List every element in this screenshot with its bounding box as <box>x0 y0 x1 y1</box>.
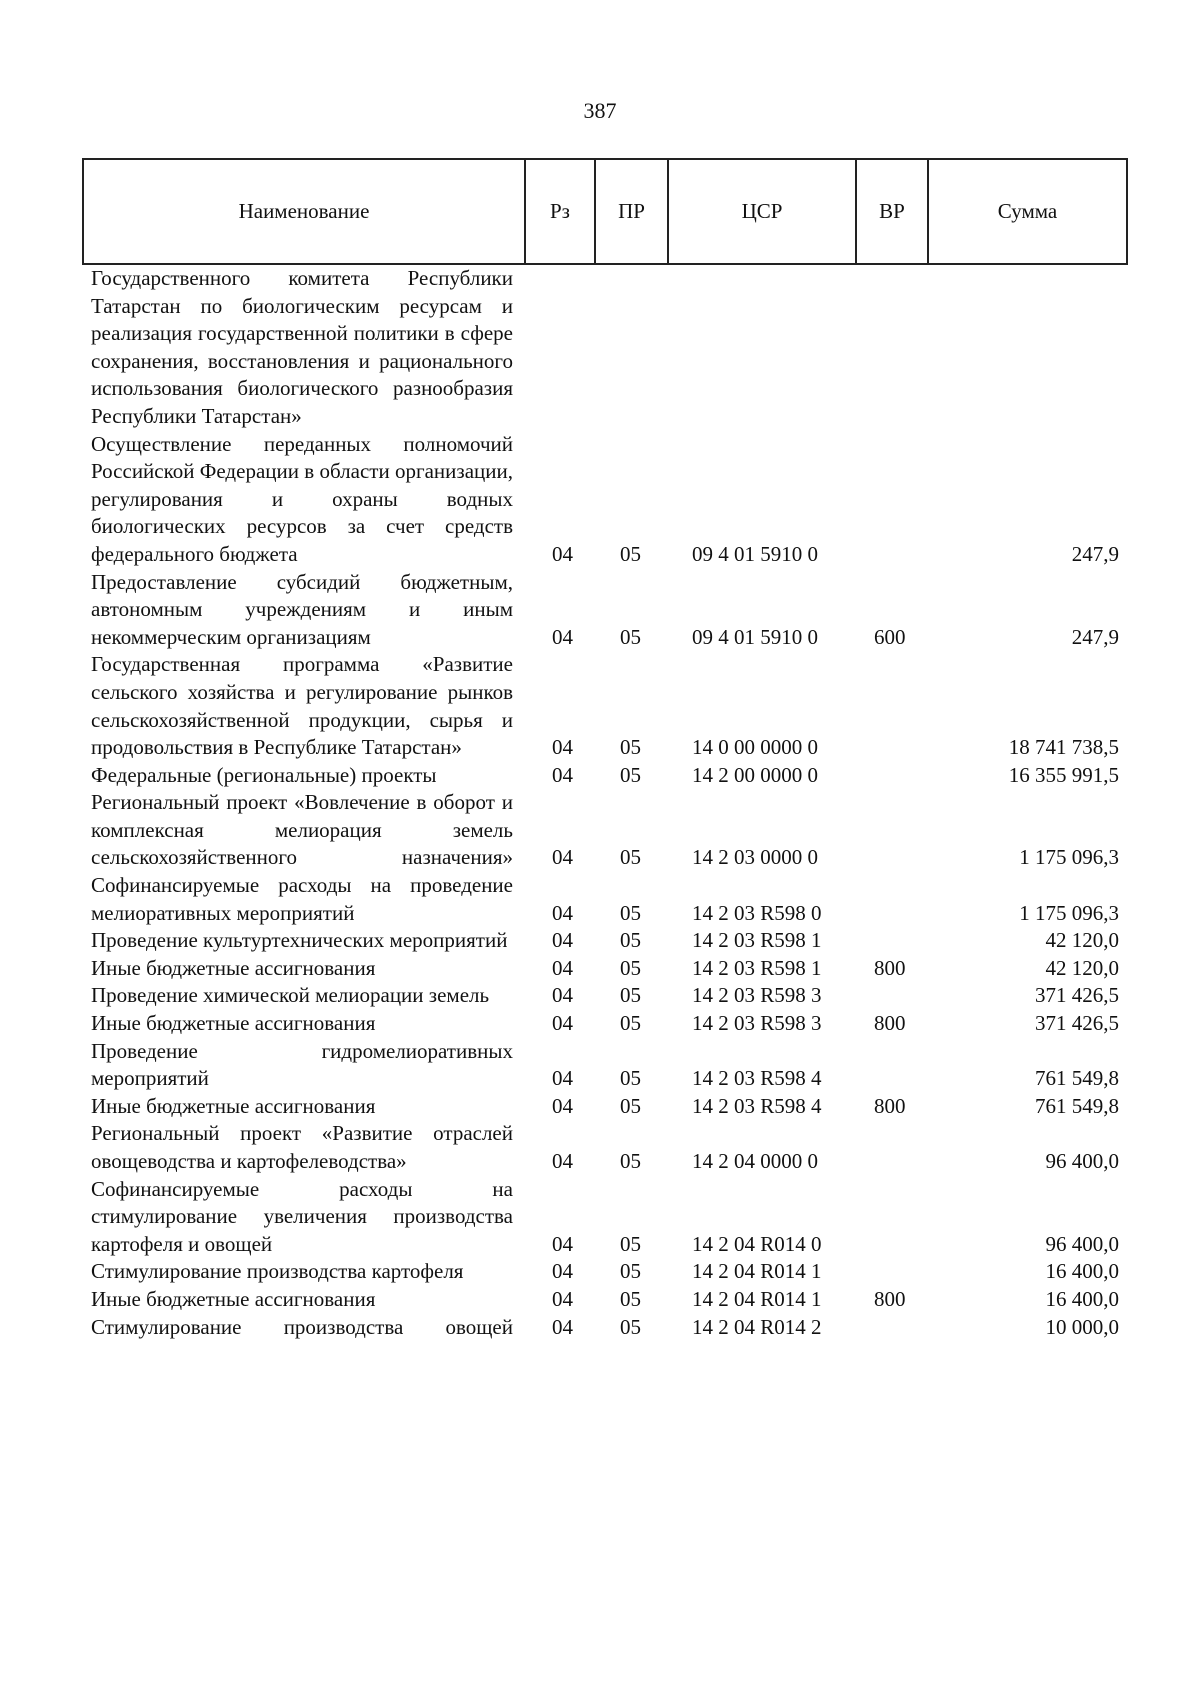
table-row <box>83 872 1127 927</box>
header-row <box>83 159 1127 264</box>
row-rz: 04 <box>552 1093 573 1118</box>
row-vr <box>856 431 928 569</box>
row-vr: 800 <box>874 1011 906 1036</box>
row-name: Государственная программа «Развитие сельского хозяйства и регулирование рынков сельскохозяйственной продукции, сырья и продовольствия в Республике Татарстан» <box>91 652 513 760</box>
row-rz <box>525 264 595 431</box>
row-csr: 14 2 04 0000 0 <box>692 1149 818 1173</box>
row-vr <box>856 1258 928 1286</box>
header-sum: Сумма <box>928 159 1127 264</box>
row-vr <box>856 1314 928 1342</box>
row-csr: 14 2 03 R598 3 <box>692 983 822 1008</box>
table-body <box>83 264 1127 1341</box>
table-header <box>83 159 1127 264</box>
row-pr: 05 <box>620 1066 641 1091</box>
row-name: Проведение химической мелиорации земель <box>91 983 490 1008</box>
row-csr: 14 2 03 R598 4 <box>692 1066 822 1091</box>
row-pr: 05 <box>620 1093 641 1118</box>
row-csr: 14 2 03 R598 4 <box>692 1093 822 1118</box>
row-name: Проведение культуртехнических мероприятий <box>91 928 508 953</box>
row-name: Иные бюджетные ассигнования <box>91 1093 376 1118</box>
row-name: Региональный проект «Развитие отраслей овощеводства и картофелеводства» <box>91 1121 513 1173</box>
row-vr <box>856 789 928 872</box>
row-rz: 04 <box>552 928 573 953</box>
row-name: Иные бюджетные ассигнования <box>91 1011 376 1036</box>
row-csr: 14 2 03 R598 3 <box>692 1011 822 1036</box>
row-name: Софинансируемые расходы на проведение мелиоративных мероприятий <box>91 873 513 925</box>
row-pr: 05 <box>620 624 641 649</box>
row-sum: 16 400,0 <box>1045 1286 1119 1311</box>
row-csr: 14 2 04 R014 1 <box>692 1259 822 1284</box>
table-row <box>83 1314 1127 1342</box>
row-rz: 04 <box>552 541 573 566</box>
row-pr: 05 <box>620 983 641 1008</box>
row-pr <box>595 264 668 431</box>
row-name: Региональный проект «Вовлечение в оборот и комплексная мелиорация земель сельскохозяйственного назначения» <box>91 790 513 870</box>
row-sum: 18 741 738,5 <box>1008 735 1119 760</box>
page-number: 387 <box>583 98 617 123</box>
row-sum: 16 355 991,5 <box>1008 762 1119 787</box>
row-vr: 800 <box>874 1093 906 1118</box>
row-sum: 1 175 096,3 <box>1019 900 1119 925</box>
row-vr <box>856 1038 928 1093</box>
table-row <box>83 927 1127 955</box>
row-rz: 04 <box>552 955 573 980</box>
row-vr <box>856 1120 928 1175</box>
row-rz: 04 <box>552 624 573 649</box>
row-pr: 05 <box>620 1231 641 1256</box>
table-row <box>83 651 1127 761</box>
row-rz: 04 <box>552 1259 573 1284</box>
row-csr: 14 2 03 R598 1 <box>692 928 822 953</box>
row-pr: 05 <box>620 900 641 925</box>
row-sum: 42 120,0 <box>1045 928 1119 953</box>
row-pr: 05 <box>620 955 641 980</box>
row-pr: 05 <box>620 1286 641 1311</box>
row-name: Федеральные (региональные) проекты <box>91 762 437 787</box>
row-csr: 14 2 03 R598 1 <box>692 955 822 980</box>
row-csr: 14 2 04 R014 1 <box>692 1286 822 1311</box>
row-pr: 05 <box>620 845 641 870</box>
table-row <box>83 1093 1127 1121</box>
table-row <box>83 762 1127 790</box>
row-vr <box>856 872 928 927</box>
row-rz: 04 <box>552 762 573 787</box>
row-pr: 05 <box>620 1011 641 1036</box>
table-row <box>83 789 1127 872</box>
row-csr: 14 2 03 0000 0 <box>692 845 818 870</box>
row-sum <box>928 264 1127 431</box>
table-row <box>83 955 1127 983</box>
row-rz: 04 <box>552 1066 573 1091</box>
row-csr: 14 2 04 R014 0 <box>692 1231 822 1256</box>
row-rz: 04 <box>552 1011 573 1036</box>
row-vr <box>856 651 928 761</box>
table-row <box>83 1176 1127 1259</box>
row-csr: 14 2 04 R014 2 <box>692 1314 822 1339</box>
row-name: Стимулирование производства картофеля <box>91 1259 464 1284</box>
row-csr: 09 4 01 5910 0 <box>692 624 818 649</box>
header-csr: ЦСР <box>668 159 856 264</box>
table-row <box>83 1010 1127 1038</box>
row-pr: 05 <box>620 928 641 953</box>
row-name: Предоставление субсидий бюджетным, автономным учреждениям и иным некоммерческим организациям <box>91 569 513 649</box>
row-rz: 04 <box>552 845 573 870</box>
row-rz: 04 <box>552 735 573 760</box>
header-rz: Рз <box>525 159 595 264</box>
row-sum: 1 175 096,3 <box>1019 845 1119 870</box>
row-pr: 05 <box>620 1149 641 1173</box>
table-row <box>83 982 1127 1010</box>
row-rz: 04 <box>552 900 573 925</box>
row-sum: 10 000,0 <box>1045 1314 1119 1339</box>
row-name: Стимулирование производства овощей <box>91 1314 513 1339</box>
row-vr <box>856 762 928 790</box>
table-row <box>83 431 1127 569</box>
row-pr: 05 <box>620 541 641 566</box>
row-sum: 247,9 <box>1071 624 1119 649</box>
row-name: Софинансируемые расходы на стимулирование увеличения производства картофеля и овощей <box>91 1176 513 1256</box>
row-name: Иные бюджетные ассигнования <box>91 1286 376 1311</box>
header-pr: ПР <box>595 159 668 264</box>
row-csr: 14 2 03 R598 0 <box>692 900 822 925</box>
row-pr: 05 <box>620 762 641 787</box>
row-rz: 04 <box>552 1314 573 1339</box>
row-pr: 05 <box>620 735 641 760</box>
row-sum: 371 426,5 <box>1035 983 1119 1008</box>
row-name: Государственного комитета Республики Татарстан по биологическим ресурсам и реализация государственной политики в сфере сохранения, восстановления и рационального использования биологического разнообразия Республики Татарстан» <box>91 266 513 428</box>
row-rz: 04 <box>552 1149 573 1173</box>
row-name: Иные бюджетные ассигнования <box>91 955 376 980</box>
row-csr: 14 0 00 0000 0 <box>692 735 818 760</box>
row-sum: 96 400,0 <box>1045 1231 1119 1256</box>
row-vr: 800 <box>874 955 906 980</box>
row-vr: 600 <box>874 624 906 649</box>
row-vr: 800 <box>874 1286 906 1311</box>
row-rz: 04 <box>552 1286 573 1311</box>
row-sum: 96 400,0 <box>1045 1149 1119 1173</box>
row-name: Проведение гидромелиоративных мероприятий <box>91 1038 513 1091</box>
row-csr <box>668 264 856 431</box>
row-vr <box>856 264 928 431</box>
row-sum: 42 120,0 <box>1045 955 1119 980</box>
table-row <box>83 1258 1127 1286</box>
row-sum: 761 549,8 <box>1035 1093 1119 1118</box>
table-row <box>83 1120 1127 1175</box>
row-vr <box>856 1176 928 1259</box>
budget-table <box>82 158 1128 1341</box>
table-row <box>83 264 1127 431</box>
table-row <box>83 569 1127 652</box>
row-csr: 09 4 01 5910 0 <box>692 541 818 566</box>
row-csr: 14 2 00 0000 0 <box>692 762 818 787</box>
row-rz: 04 <box>552 983 573 1008</box>
row-vr <box>856 927 928 955</box>
row-sum: 16 400,0 <box>1045 1259 1119 1284</box>
row-sum: 247,9 <box>1071 541 1119 566</box>
row-pr: 05 <box>620 1314 641 1339</box>
row-pr: 05 <box>620 1259 641 1284</box>
table-row <box>83 1038 1127 1093</box>
row-name: Осуществление переданных полномочий Российской Федерации в области организации, регулирования и охраны водных биологических ресурсов за счет средств федерального бюджета <box>91 431 513 566</box>
row-sum: 761 549,8 <box>1035 1066 1119 1091</box>
row-rz: 04 <box>552 1231 573 1256</box>
table-row <box>83 1286 1127 1314</box>
header-name: Наименование <box>83 159 525 264</box>
row-sum: 371 426,5 <box>1035 1011 1119 1036</box>
header-vr: ВР <box>856 159 928 264</box>
row-vr <box>856 982 928 1010</box>
